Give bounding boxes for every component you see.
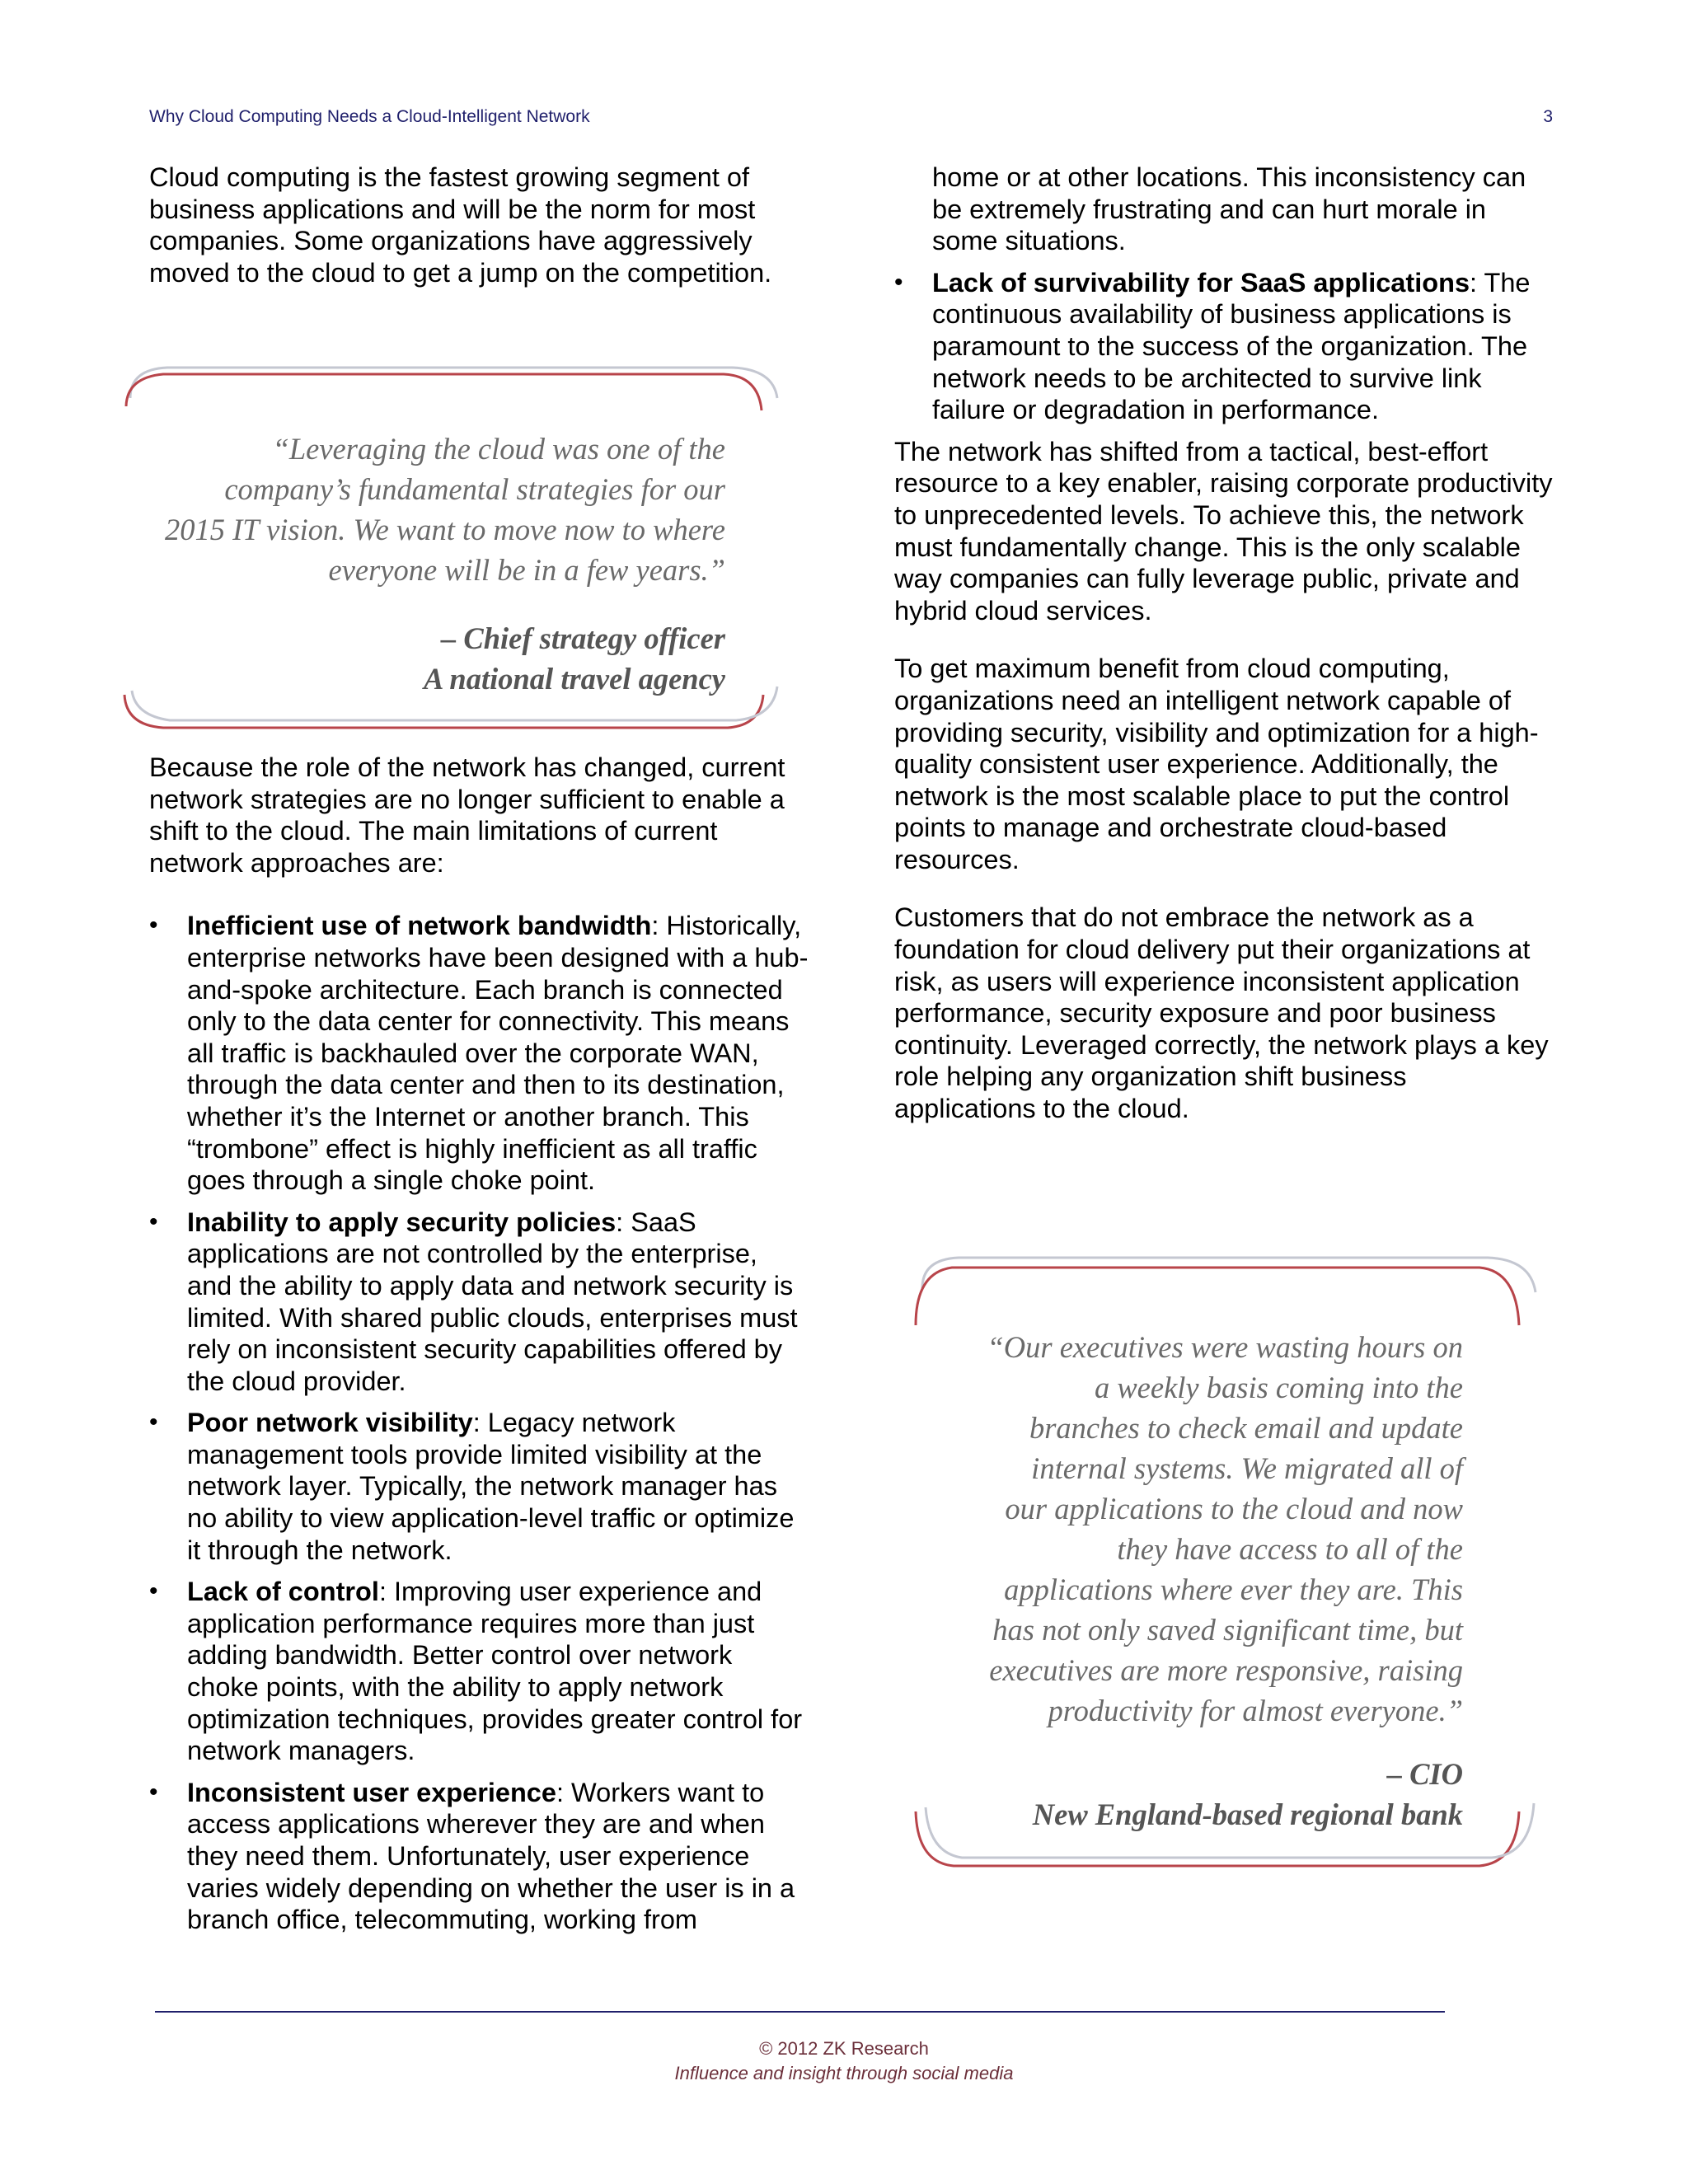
- quote-line: a weekly basis coming into the: [1094, 1371, 1463, 1404]
- quote-line: “Leveraging the cloud was one of the: [272, 432, 725, 466]
- quote-attribution: [927, 1754, 1463, 1835]
- quote-attribution-org: A national travel agency: [423, 662, 725, 696]
- quote-line: our applications to the cloud and now: [1005, 1492, 1463, 1526]
- body-paragraph: The network has shifted from a tactical, best-effort resource to a key enabler, raising corporate productivity to unprecedented levels. To achieve this, the network must fundamentally change. This is the only scalable way companies can fully leverage public, private and hybrid cloud services.: [894, 436, 1553, 626]
- intro-paragraph: Cloud computing is the fastest growing segment of business applications and will be the norm for most companies. Some organizations have aggressively moved to the cloud to get a jump on the competition.: [149, 162, 772, 288]
- quote-line: 2015 IT vision. We want to move now to where: [165, 513, 725, 546]
- quote-attribution-role: – CIO: [1386, 1757, 1463, 1791]
- list-item-term: Lack of control: [187, 1577, 379, 1607]
- quote-attribution-org: New England-based regional bank: [1032, 1797, 1463, 1831]
- quote-line: internal systems. We migrated all of: [1031, 1451, 1463, 1485]
- quote-attribution-role: – Chief strategy officer: [440, 621, 725, 655]
- quote-line: executives are more responsive, raising: [989, 1653, 1463, 1687]
- footer-copyright: © 2012 ZK Research: [759, 2038, 929, 2059]
- quote-text: [138, 429, 725, 590]
- list-item: [149, 1207, 809, 1398]
- footer-divider: [155, 2011, 1445, 2013]
- list-item: [149, 1777, 809, 1936]
- list-item: [149, 1576, 809, 1767]
- list-item-term: Inconsistent user experience: [187, 1777, 556, 1807]
- limitations-list: [149, 910, 809, 1935]
- list-item-text: : Legacy network management tools provide limited visibility at the network layer. Typically, the network manager has no ability to view application-level traffic or optimize it through the network.: [187, 1408, 795, 1565]
- quote-line: has not only saved significant time, but: [992, 1613, 1463, 1647]
- list-item: [149, 1407, 809, 1566]
- quote-line: applications where ever they are. This: [1004, 1572, 1463, 1606]
- list-item-text: : The continuous availability of business applications is paramount to the success of the organization. The network needs to be architected to survive link failure or degradation in performance.: [932, 267, 1531, 425]
- left-column: [149, 162, 809, 288]
- list-item-term: Lack of survivability for SaaS applications: [932, 267, 1470, 298]
- list-item-term: Poor network visibility: [187, 1408, 473, 1438]
- pull-quote-box-right: [911, 1243, 1539, 1882]
- lead-in-paragraph: Because the role of the network has changed, current network strategies are no longer sufficient to enable a shift to the cloud. The main limitations of current network approaches are:: [149, 752, 785, 878]
- list-item-text: : Workers want to access applications wherever they are and when they need them. Unfortunately, user experience varies widely depending on whether the user is in a branch office, telecommuting, working from: [187, 1777, 795, 1935]
- quote-line: productivity for almost everyone.”: [1048, 1694, 1463, 1727]
- list-item-term: Inability to apply security policies: [187, 1207, 617, 1237]
- list-item-text: : Improving user experience and application performance requires more than just adding bandwidth. Better control over network choke points, with the ability to apply network optimization techniques, provides greater control for network managers.: [187, 1577, 803, 1766]
- running-header-title: Why Cloud Computing Needs a Cloud-Intelligent Network: [149, 107, 590, 126]
- continuation-paragraph: home or at other locations. This inconsistency can be extremely frustrating and can hurt morale in some situations.: [932, 162, 1526, 256]
- quote-line: they have access to all of the: [1117, 1532, 1463, 1566]
- quote-line: branches to check email and update: [1029, 1411, 1463, 1445]
- footer-tagline: Influence and insight through social media: [674, 2063, 1014, 2083]
- quote-line: company’s fundamental strategies for our: [224, 472, 725, 506]
- left-column-body: [149, 752, 809, 1946]
- limitations-list-continued: [894, 267, 1554, 426]
- quote-line: everyone will be in a few years.”: [328, 553, 725, 587]
- quote-text: [927, 1327, 1463, 1731]
- body-paragraph: To get maximum benefit from cloud computing, organizations need an intelligent network capable of providing security, visibility and optimization for a high-quality consistent user experience. Additionally, the network is the most scalable place to put the control points to manage and orchestrate cloud-based resources.: [894, 654, 1539, 874]
- page-number: 3: [1543, 107, 1553, 126]
- list-item-term: Inefficient use of network bandwidth: [187, 911, 652, 941]
- list-item: [894, 267, 1554, 426]
- list-item-text: : SaaS applications are not controlled by the enterprise, and the ability to apply data and network security is limited. With shared public clouds, enterprises must rely on inconsistent security capabilities offered by the cloud provider.: [187, 1207, 798, 1396]
- list-item-text: : Historically, enterprise networks have been designed with a hub-and-spoke architecture. Each branch is connected only to the data center for connectivity. This means all traffic is backhauled over the corporate WAN, through the data center and then to its destination, whether it’s the Internet or another branch. This “trombone” effect is highly inefficient as all traffic goes through a single choke point.: [187, 911, 809, 1196]
- quote-attribution: [138, 618, 725, 699]
- quote-line: “Our executives were wasting hours on: [987, 1330, 1463, 1364]
- list-item: [149, 910, 809, 1196]
- body-paragraph: Customers that do not embrace the network as a foundation for cloud delivery put their organizations at risk, as users will experience inconsistent application performance, security exposure and poor business continuity. Leveraged correctly, the network plays a key role helping any organization shift business applications to the cloud.: [894, 902, 1549, 1124]
- pull-quote-box-left: [122, 353, 781, 740]
- right-column: [894, 162, 1554, 1125]
